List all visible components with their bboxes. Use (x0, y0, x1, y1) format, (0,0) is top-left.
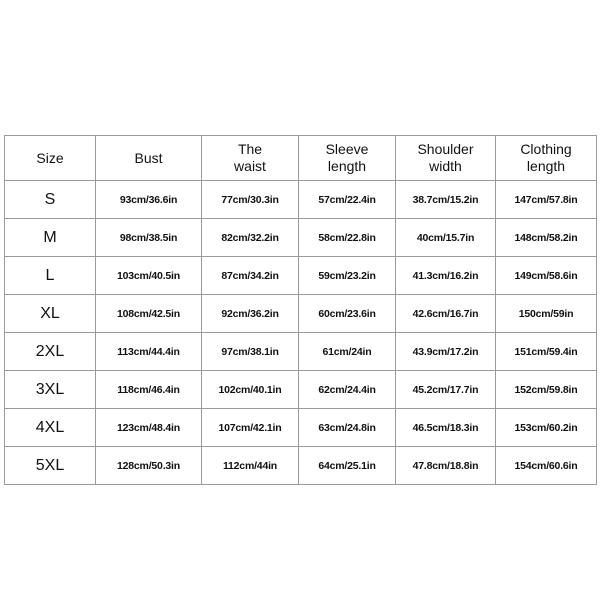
size-cell: 4XL (5, 409, 96, 447)
size-cell: 5XL (5, 447, 96, 485)
bust-cell: 108cm/42.5in (96, 295, 202, 333)
table-row (5, 447, 597, 485)
waist-cell: 77cm/30.3in (202, 181, 299, 219)
size-cell: M (5, 219, 96, 257)
bust-cell: 93cm/36.6in (96, 181, 202, 219)
sleeve-length-cell: 59cm/23.2in (299, 257, 396, 295)
sleeve-length-cell: 63cm/24.8in (299, 409, 396, 447)
size-chart-table (4, 135, 597, 485)
sleeve-length-cell: 60cm/23.6in (299, 295, 396, 333)
clothing-length-cell: 154cm/60.6in (496, 447, 597, 485)
waist-cell: 112cm/44in (202, 447, 299, 485)
waist-cell: 92cm/36.2in (202, 295, 299, 333)
table-row (5, 333, 597, 371)
size-cell: 3XL (5, 371, 96, 409)
sleeve-length-cell: 61cm/24in (299, 333, 396, 371)
size-cell: S (5, 181, 96, 219)
clothing-length-cell: 151cm/59.4in (496, 333, 597, 371)
bust-cell: 113cm/44.4in (96, 333, 202, 371)
header-row (5, 136, 597, 181)
bust-cell: 103cm/40.5in (96, 257, 202, 295)
table-row (5, 371, 597, 409)
clothing-length-cell: 148cm/58.2in (496, 219, 597, 257)
header-waist: The waist (202, 136, 299, 181)
header-shoulder-width: Shoulder width (396, 136, 496, 181)
shoulder-width-cell: 43.9cm/17.2in (396, 333, 496, 371)
bust-cell: 128cm/50.3in (96, 447, 202, 485)
clothing-length-cell: 153cm/60.2in (496, 409, 597, 447)
table-row (5, 409, 597, 447)
shoulder-width-cell: 46.5cm/18.3in (396, 409, 496, 447)
size-cell: 2XL (5, 333, 96, 371)
size-cell: XL (5, 295, 96, 333)
waist-cell: 87cm/34.2in (202, 257, 299, 295)
clothing-length-cell: 152cm/59.8in (496, 371, 597, 409)
shoulder-width-cell: 47.8cm/18.8in (396, 447, 496, 485)
sleeve-length-cell: 57cm/22.4in (299, 181, 396, 219)
shoulder-width-cell: 41.3cm/16.2in (396, 257, 496, 295)
shoulder-width-cell: 40cm/15.7in (396, 219, 496, 257)
header-bust: Bust (96, 136, 202, 181)
sleeve-length-cell: 64cm/25.1in (299, 447, 396, 485)
bust-cell: 98cm/38.5in (96, 219, 202, 257)
size-cell: L (5, 257, 96, 295)
shoulder-width-cell: 45.2cm/17.7in (396, 371, 496, 409)
table-row (5, 181, 597, 219)
sleeve-length-cell: 62cm/24.4in (299, 371, 396, 409)
clothing-length-cell: 150cm/59in (496, 295, 597, 333)
table-row (5, 219, 597, 257)
table-row (5, 295, 597, 333)
shoulder-width-cell: 38.7cm/15.2in (396, 181, 496, 219)
waist-cell: 97cm/38.1in (202, 333, 299, 371)
waist-cell: 102cm/40.1in (202, 371, 299, 409)
sleeve-length-cell: 58cm/22.8in (299, 219, 396, 257)
bust-cell: 123cm/48.4in (96, 409, 202, 447)
table-row (5, 257, 597, 295)
shoulder-width-cell: 42.6cm/16.7in (396, 295, 496, 333)
clothing-length-cell: 147cm/57.8in (496, 181, 597, 219)
waist-cell: 107cm/42.1in (202, 409, 299, 447)
clothing-length-cell: 149cm/58.6in (496, 257, 597, 295)
bust-cell: 118cm/46.4in (96, 371, 202, 409)
waist-cell: 82cm/32.2in (202, 219, 299, 257)
header-sleeve-length: Sleeve length (299, 136, 396, 181)
header-size: Size (5, 136, 96, 181)
header-clothing-length: Clothing length (496, 136, 597, 181)
